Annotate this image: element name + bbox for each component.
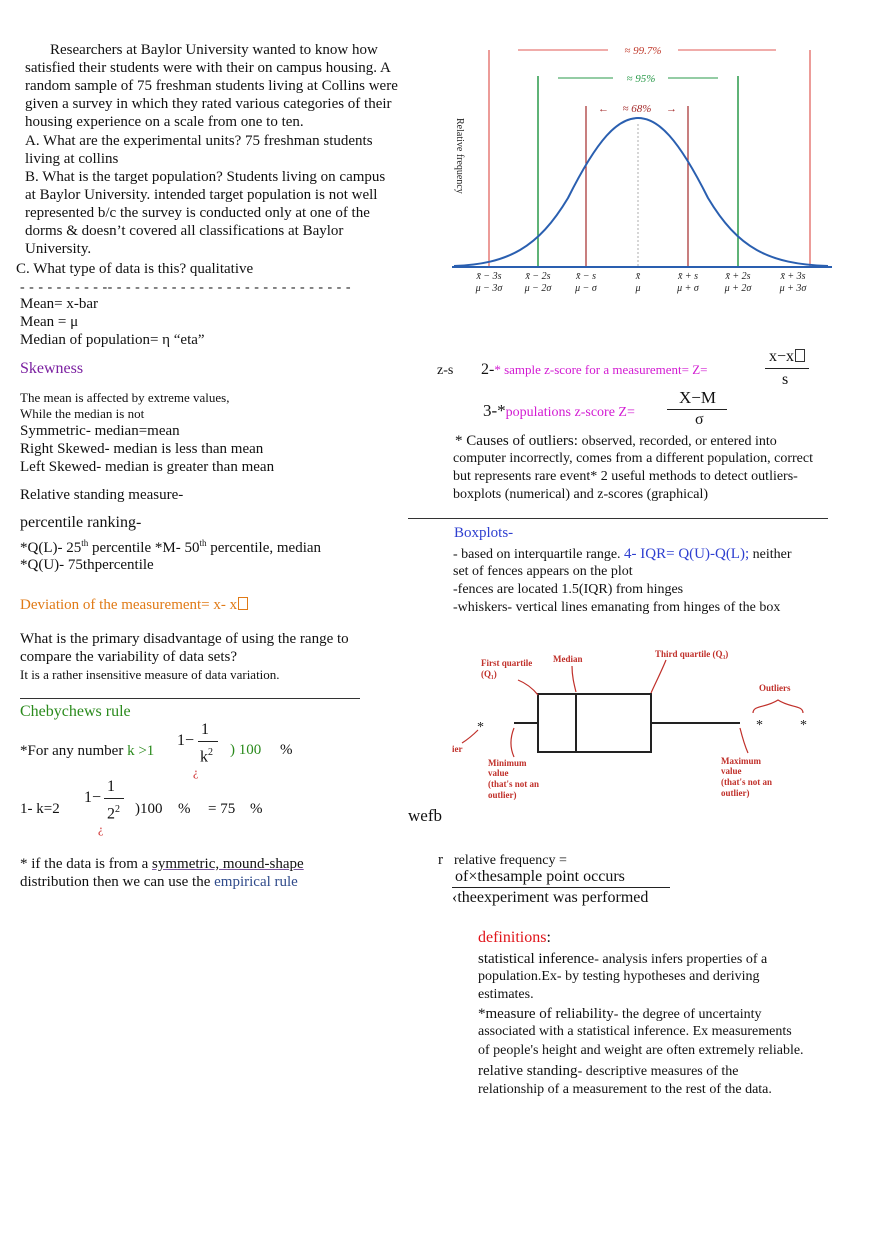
def-line: relationship of a measurement to the rest of the data. bbox=[478, 1082, 772, 1097]
ql-sup: th bbox=[81, 538, 89, 548]
mean-line: Mean = μ bbox=[20, 314, 79, 330]
symm-text: distribution then we can use the bbox=[20, 874, 215, 890]
cheb-k: k >1 bbox=[127, 743, 155, 759]
outliers-line bbox=[455, 432, 777, 451]
box-body bbox=[538, 694, 651, 752]
qa-line: University. bbox=[25, 241, 92, 257]
qa-line: B. What is the target population? Students living on campus bbox=[25, 169, 386, 185]
k2-100: )100 bbox=[135, 801, 163, 817]
deviation-line bbox=[20, 596, 248, 614]
box-line: set of fences appears on the plot bbox=[453, 564, 633, 579]
cheb-frac-den bbox=[200, 744, 213, 766]
symm-text: * if the data is from a bbox=[20, 856, 153, 872]
min-label: outlier) bbox=[488, 790, 517, 800]
tick-top: x̄ bbox=[635, 271, 641, 282]
symmetric-line bbox=[20, 855, 304, 873]
intro-line: satisfied their students were with their on campus housing. A bbox=[25, 60, 391, 76]
qa-line: living at collins bbox=[25, 151, 119, 167]
q1-label: (Q₁) bbox=[481, 669, 497, 679]
cheb-for-text: *For any number bbox=[20, 743, 128, 759]
ql-text: percentile *M- 50 bbox=[88, 540, 200, 556]
z2-prefix: 2- bbox=[481, 361, 495, 378]
symm-underlined: symmetric, mound-shape bbox=[152, 856, 304, 872]
zs-label: z-s bbox=[437, 363, 454, 378]
arrow-min bbox=[511, 728, 514, 757]
tick-bottom: μ + σ bbox=[677, 283, 699, 294]
cheb-frac-bar bbox=[198, 741, 218, 742]
question-c: C. What type of data is this? qualitative bbox=[16, 261, 254, 277]
mean-line: Mean= x-bar bbox=[20, 296, 99, 312]
tick-top: x̄ + 3s bbox=[780, 271, 806, 282]
cheb-pct: % bbox=[280, 742, 293, 758]
arrow-q1 bbox=[518, 680, 538, 695]
percentile-heading: percentile ranking- bbox=[20, 514, 142, 531]
range-answer: It is a rather insensitive measure of data variation. bbox=[20, 667, 280, 682]
mean-line: Median of population= η “eta” bbox=[20, 332, 205, 348]
outliers-rest: observed, recorded, or entered into bbox=[581, 434, 777, 449]
box-line bbox=[453, 545, 792, 564]
k2-frac-bar bbox=[104, 798, 124, 799]
rf-denominator: ‹theexperiment was performed bbox=[452, 889, 649, 906]
max-label: value bbox=[721, 766, 742, 776]
def2-head: *measure of reliability bbox=[478, 1006, 614, 1022]
def-line: population.Ex- by testing hypotheses and deriving bbox=[478, 969, 760, 984]
def-line: of people's height and weight are often extremely reliable. bbox=[478, 1043, 804, 1058]
cheb-exp: 2 bbox=[208, 747, 213, 758]
outlier-point: * bbox=[800, 718, 807, 733]
tick-labels bbox=[475, 271, 808, 294]
min-label: value bbox=[488, 768, 509, 778]
ql-text: *Q(L)- 25 bbox=[20, 540, 82, 556]
outlier-point: * bbox=[756, 718, 763, 733]
min-label: Minimum bbox=[488, 758, 527, 768]
pct-997-label: ≈ 99.7% bbox=[624, 45, 662, 57]
arrow-median bbox=[572, 666, 576, 692]
box-iqr: 4- IQR= Q(U)-Q(L); bbox=[624, 546, 750, 562]
empirical-rule-figure bbox=[448, 38, 840, 300]
tick-top: x̄ + s bbox=[677, 271, 699, 282]
range-question: compare the variability of data sets? bbox=[20, 649, 237, 665]
z2-frac-bar bbox=[765, 368, 809, 369]
upper-quartile-line: *Q(U)- 75thpercentile bbox=[20, 557, 154, 573]
ier-label: ier bbox=[452, 744, 463, 754]
k2-den-val: 2 bbox=[107, 805, 115, 823]
arrow-left-68: ← bbox=[598, 103, 609, 115]
def1-head: statistical inference bbox=[478, 951, 595, 967]
z2-frac-den: s bbox=[782, 371, 789, 388]
cheb-for-any bbox=[20, 742, 154, 760]
outliers-line: boxplots (numerical) and z-scores (graphical) bbox=[453, 487, 709, 502]
arrow-max bbox=[740, 728, 748, 753]
skewness-heading: Skewness bbox=[20, 360, 84, 377]
divider bbox=[20, 698, 360, 699]
definitions-title: definitions bbox=[478, 929, 547, 946]
cheb-one-minus: 1− bbox=[177, 732, 195, 749]
dash-separator: - - - - - - - - - -- - - - - - - - - - - - - - - - - - - - - - - - - - - bbox=[20, 280, 351, 295]
z2-text: * sample z-score for a measurement= Z= bbox=[494, 362, 708, 377]
tick-top: x̄ + 2s bbox=[725, 271, 751, 282]
qa-line: represented b/c the survey is conducted only at one of the bbox=[25, 205, 370, 221]
ql-text: percentile, median bbox=[206, 540, 322, 556]
max-label: outlier) bbox=[721, 788, 750, 798]
def-line bbox=[478, 1062, 739, 1081]
max-label: (that's not an bbox=[721, 777, 773, 787]
intro-line: housing experience on a scale from one to ten. bbox=[25, 114, 304, 130]
brace-outliers bbox=[753, 700, 803, 713]
z2-num bbox=[481, 361, 708, 379]
pct-95-label: ≈ 95% bbox=[626, 73, 656, 85]
z3-frac-bar bbox=[667, 409, 727, 410]
divider bbox=[408, 518, 828, 519]
tick-bottom: μ + 2σ bbox=[724, 283, 752, 294]
def-line bbox=[478, 950, 767, 969]
boxplot-figure bbox=[448, 640, 828, 810]
tick-bottom: μ − 2σ bbox=[524, 283, 552, 294]
k2-one-minus: 1− bbox=[84, 789, 102, 806]
wefb-text: wefb bbox=[408, 806, 442, 825]
min-label: (that's not an bbox=[488, 779, 540, 789]
skew-line: Right Skewed- median is less than mean bbox=[20, 441, 264, 457]
skew-line: Symmetric- median=mean bbox=[20, 423, 180, 439]
arrow-right-68: → bbox=[666, 103, 677, 115]
def2-text: - the degree of uncertainty bbox=[613, 1007, 762, 1022]
k2-pct: % bbox=[178, 801, 191, 817]
pct-68-label: ≈ 68% bbox=[622, 103, 652, 115]
z3-text: populations z-score Z= bbox=[505, 405, 635, 420]
outliers-label: Outliers bbox=[759, 683, 791, 693]
k2-pct: % bbox=[250, 801, 263, 817]
arrow-left-outlier bbox=[462, 730, 478, 743]
arrow-q3 bbox=[651, 660, 666, 693]
def3-text: - descriptive measures of the bbox=[577, 1064, 739, 1079]
rf-frac-bar bbox=[452, 887, 670, 888]
outliers-line: but represents rare event* 2 useful methods to detect outliers- bbox=[453, 469, 798, 484]
cheb-mark: ¿ bbox=[193, 765, 199, 779]
tick-top: x̄ − 2s bbox=[525, 271, 551, 282]
tick-top: x̄ − s bbox=[575, 271, 597, 282]
skew-note: While the median is not bbox=[20, 406, 145, 421]
def1-text: - analysis infers properties of a bbox=[594, 952, 768, 967]
z3-line bbox=[483, 402, 635, 422]
k2-mark: ¿ bbox=[98, 822, 104, 836]
k2-num: 1 bbox=[107, 778, 115, 795]
outlier-point: * bbox=[477, 720, 484, 735]
z3-prefix: 3-* bbox=[483, 401, 506, 420]
outliers-line: computer incorrectly, comes from a different population, correct bbox=[453, 451, 813, 466]
z2-frac-num bbox=[769, 348, 805, 366]
rf-label: relative frequency = bbox=[454, 853, 567, 868]
m-sup: th bbox=[199, 538, 207, 548]
skew-note: The mean is affected by extreme values, bbox=[20, 390, 230, 405]
definitions-heading bbox=[478, 929, 551, 947]
boxplots-heading: Boxplots- bbox=[454, 525, 514, 541]
box-line: -whiskers- vertical lines emanating from hinges of the box bbox=[453, 600, 781, 615]
first-quartile-label: First quartile bbox=[481, 658, 533, 668]
empirical-line bbox=[20, 873, 298, 891]
range-question: What is the primary disadvantage of using the range to bbox=[20, 631, 349, 647]
tick-bottom: μ + 3σ bbox=[779, 283, 807, 294]
tick-bottom: μ − σ bbox=[575, 283, 597, 294]
qa-line: dorms & doesn’t covered all classifications at Baylor bbox=[25, 223, 344, 239]
median-label: Median bbox=[553, 654, 583, 664]
third-quartile-label: Third quartile (Q₃) bbox=[655, 649, 729, 659]
missing-glyph-box bbox=[238, 597, 248, 610]
intro-line: random sample of 75 freshman students living at Collins were bbox=[25, 78, 398, 94]
qa-line: at Baylor University. intended target population is not well bbox=[25, 187, 378, 203]
box-rest: neither bbox=[749, 547, 792, 562]
intro-line: given a survey in which they rated various categories of their bbox=[25, 96, 392, 112]
qa-line: A. What are the experimental units? 75 freshman students bbox=[25, 133, 373, 149]
box-line: -fences are located 1.5(IQR) from hinges bbox=[453, 582, 684, 597]
deviation-text: Deviation of the measurement= x- x bbox=[20, 597, 238, 613]
tick-bottom: μ − 3σ bbox=[475, 283, 503, 294]
y-axis-label: Relative frequency bbox=[454, 118, 465, 194]
empirical-rule: empirical rule bbox=[214, 874, 298, 890]
rf-r: r bbox=[438, 852, 443, 868]
def3-head: relative standing bbox=[478, 1063, 578, 1079]
rf-numerator: of×thesample point occurs bbox=[455, 868, 625, 885]
chebychev-heading: Chebychews rule bbox=[20, 703, 131, 720]
max-label: Maximum bbox=[721, 756, 761, 766]
missing-glyph-box bbox=[795, 349, 805, 362]
z3-frac-den: σ bbox=[695, 411, 704, 428]
definitions-colon: : bbox=[546, 929, 551, 946]
k2-den bbox=[107, 801, 120, 823]
cheb-100: ) 100 bbox=[230, 742, 262, 758]
def-line: associated with a statistical inference. Ex measurements bbox=[478, 1024, 792, 1039]
tick-top: x̄ − 3s bbox=[476, 271, 502, 282]
skew-line: Left Skewed- median is greater than mean bbox=[20, 459, 275, 475]
k2-label: 1- k=2 bbox=[20, 801, 60, 817]
relative-standing-line: Relative standing measure- bbox=[20, 487, 184, 503]
quartile-line bbox=[20, 534, 321, 557]
intro-line: Researchers at Baylor University wanted to know how bbox=[50, 42, 378, 58]
k2-eq: = 75 bbox=[208, 801, 236, 817]
box-lead: - based on interquartile range. bbox=[453, 547, 625, 562]
cheb-frac-num: 1 bbox=[201, 721, 209, 738]
tick-bottom: μ bbox=[635, 283, 641, 294]
k2-exp: 2 bbox=[115, 804, 120, 815]
outliers-lead: * Causes of outliers: bbox=[455, 433, 582, 449]
def-line: estimates. bbox=[478, 987, 534, 1002]
z3-frac-num: X−M bbox=[679, 388, 716, 407]
z2-num-text: x−x bbox=[769, 348, 795, 365]
def-line bbox=[478, 1005, 762, 1024]
normal-curve bbox=[454, 118, 828, 266]
cheb-k-den: k bbox=[200, 748, 208, 766]
